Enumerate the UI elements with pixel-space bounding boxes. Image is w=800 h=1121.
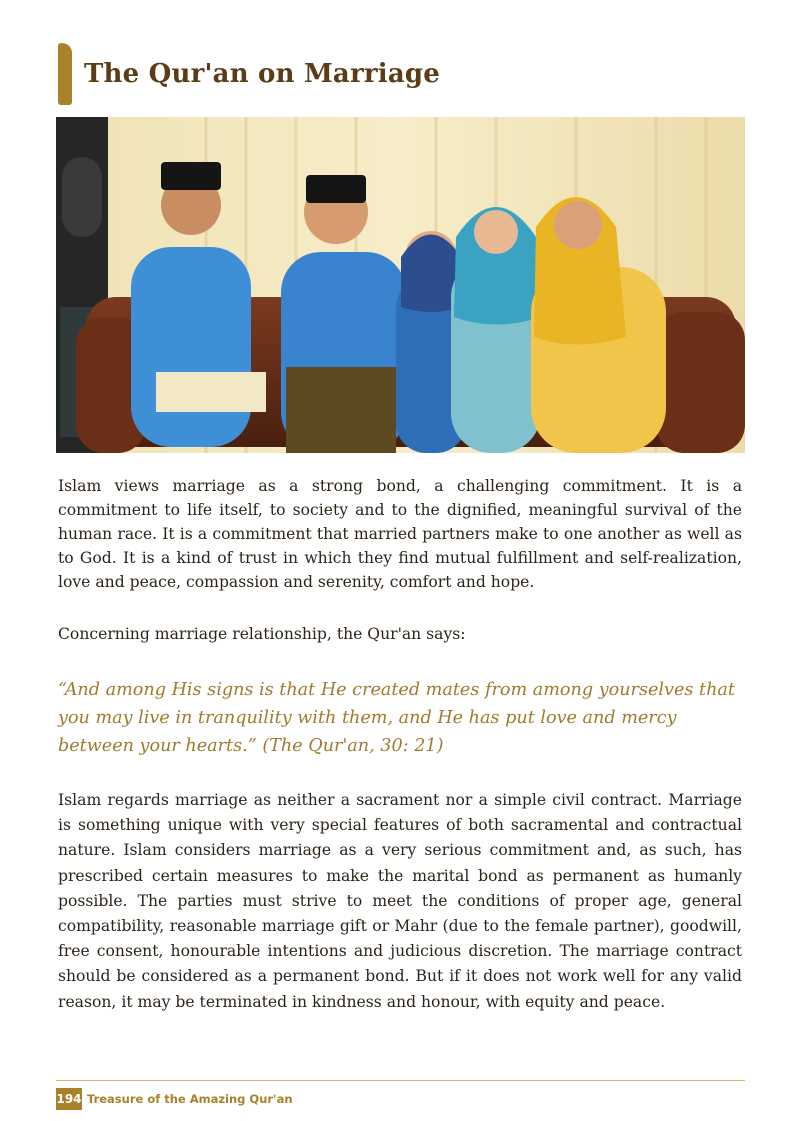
page-number: 194: [56, 1088, 82, 1110]
section-heading: [58, 43, 440, 105]
page-title: The Qur'an on Marriage: [84, 59, 441, 89]
paragraph-marriage-contract: Islam regards marriage as neither a sacrament nor a simple civil contract. Marriage is something unique with very special features of both sacramental and contractual nature. Islam considers marriage as a very serious commitment and, as such, has prescribed certain measures to make the marital bond as permanent as humanly possible. The parties must strive to meet the conditions of proper age, general compatibility, reasonable marriage gift or Mahr (due to the female partner), goodwill, free consent, honourable intentions and judicious discretion. The marriage contract should be considered as a permanent bond. But if it does not work well for any valid reason, it may be terminated in kindness and honour, with equity and peace.: [58, 791, 742, 1011]
paragraph-quote-lead: Concerning marriage relationship, the Qur'an says:: [58, 625, 466, 643]
family-photo: [56, 117, 745, 453]
footer-book-title: Treasure of the Amazing Qur'an: [87, 1092, 293, 1106]
paragraph-intro: Islam views marriage as a strong bond, a challenging commitment. It is a commitment to life itself, to society and to the dignified, meaningful survival of the human race. It is a commitment that married partners make to one another as well as to God. It is a kind of trust in which they find mutual fulfillment and self-realization, love and peace, compassion and serenity, comfort and hope.: [58, 477, 742, 591]
heading-accent-bar: [58, 43, 72, 105]
quran-quote: “And among His signs is that He created mates from among yourselves that you may live in tranquility with them, and He has put love and mercy between your hearts.” (The Qur'an, 30: 21): [58, 680, 735, 756]
footer-divider: [56, 1080, 745, 1081]
